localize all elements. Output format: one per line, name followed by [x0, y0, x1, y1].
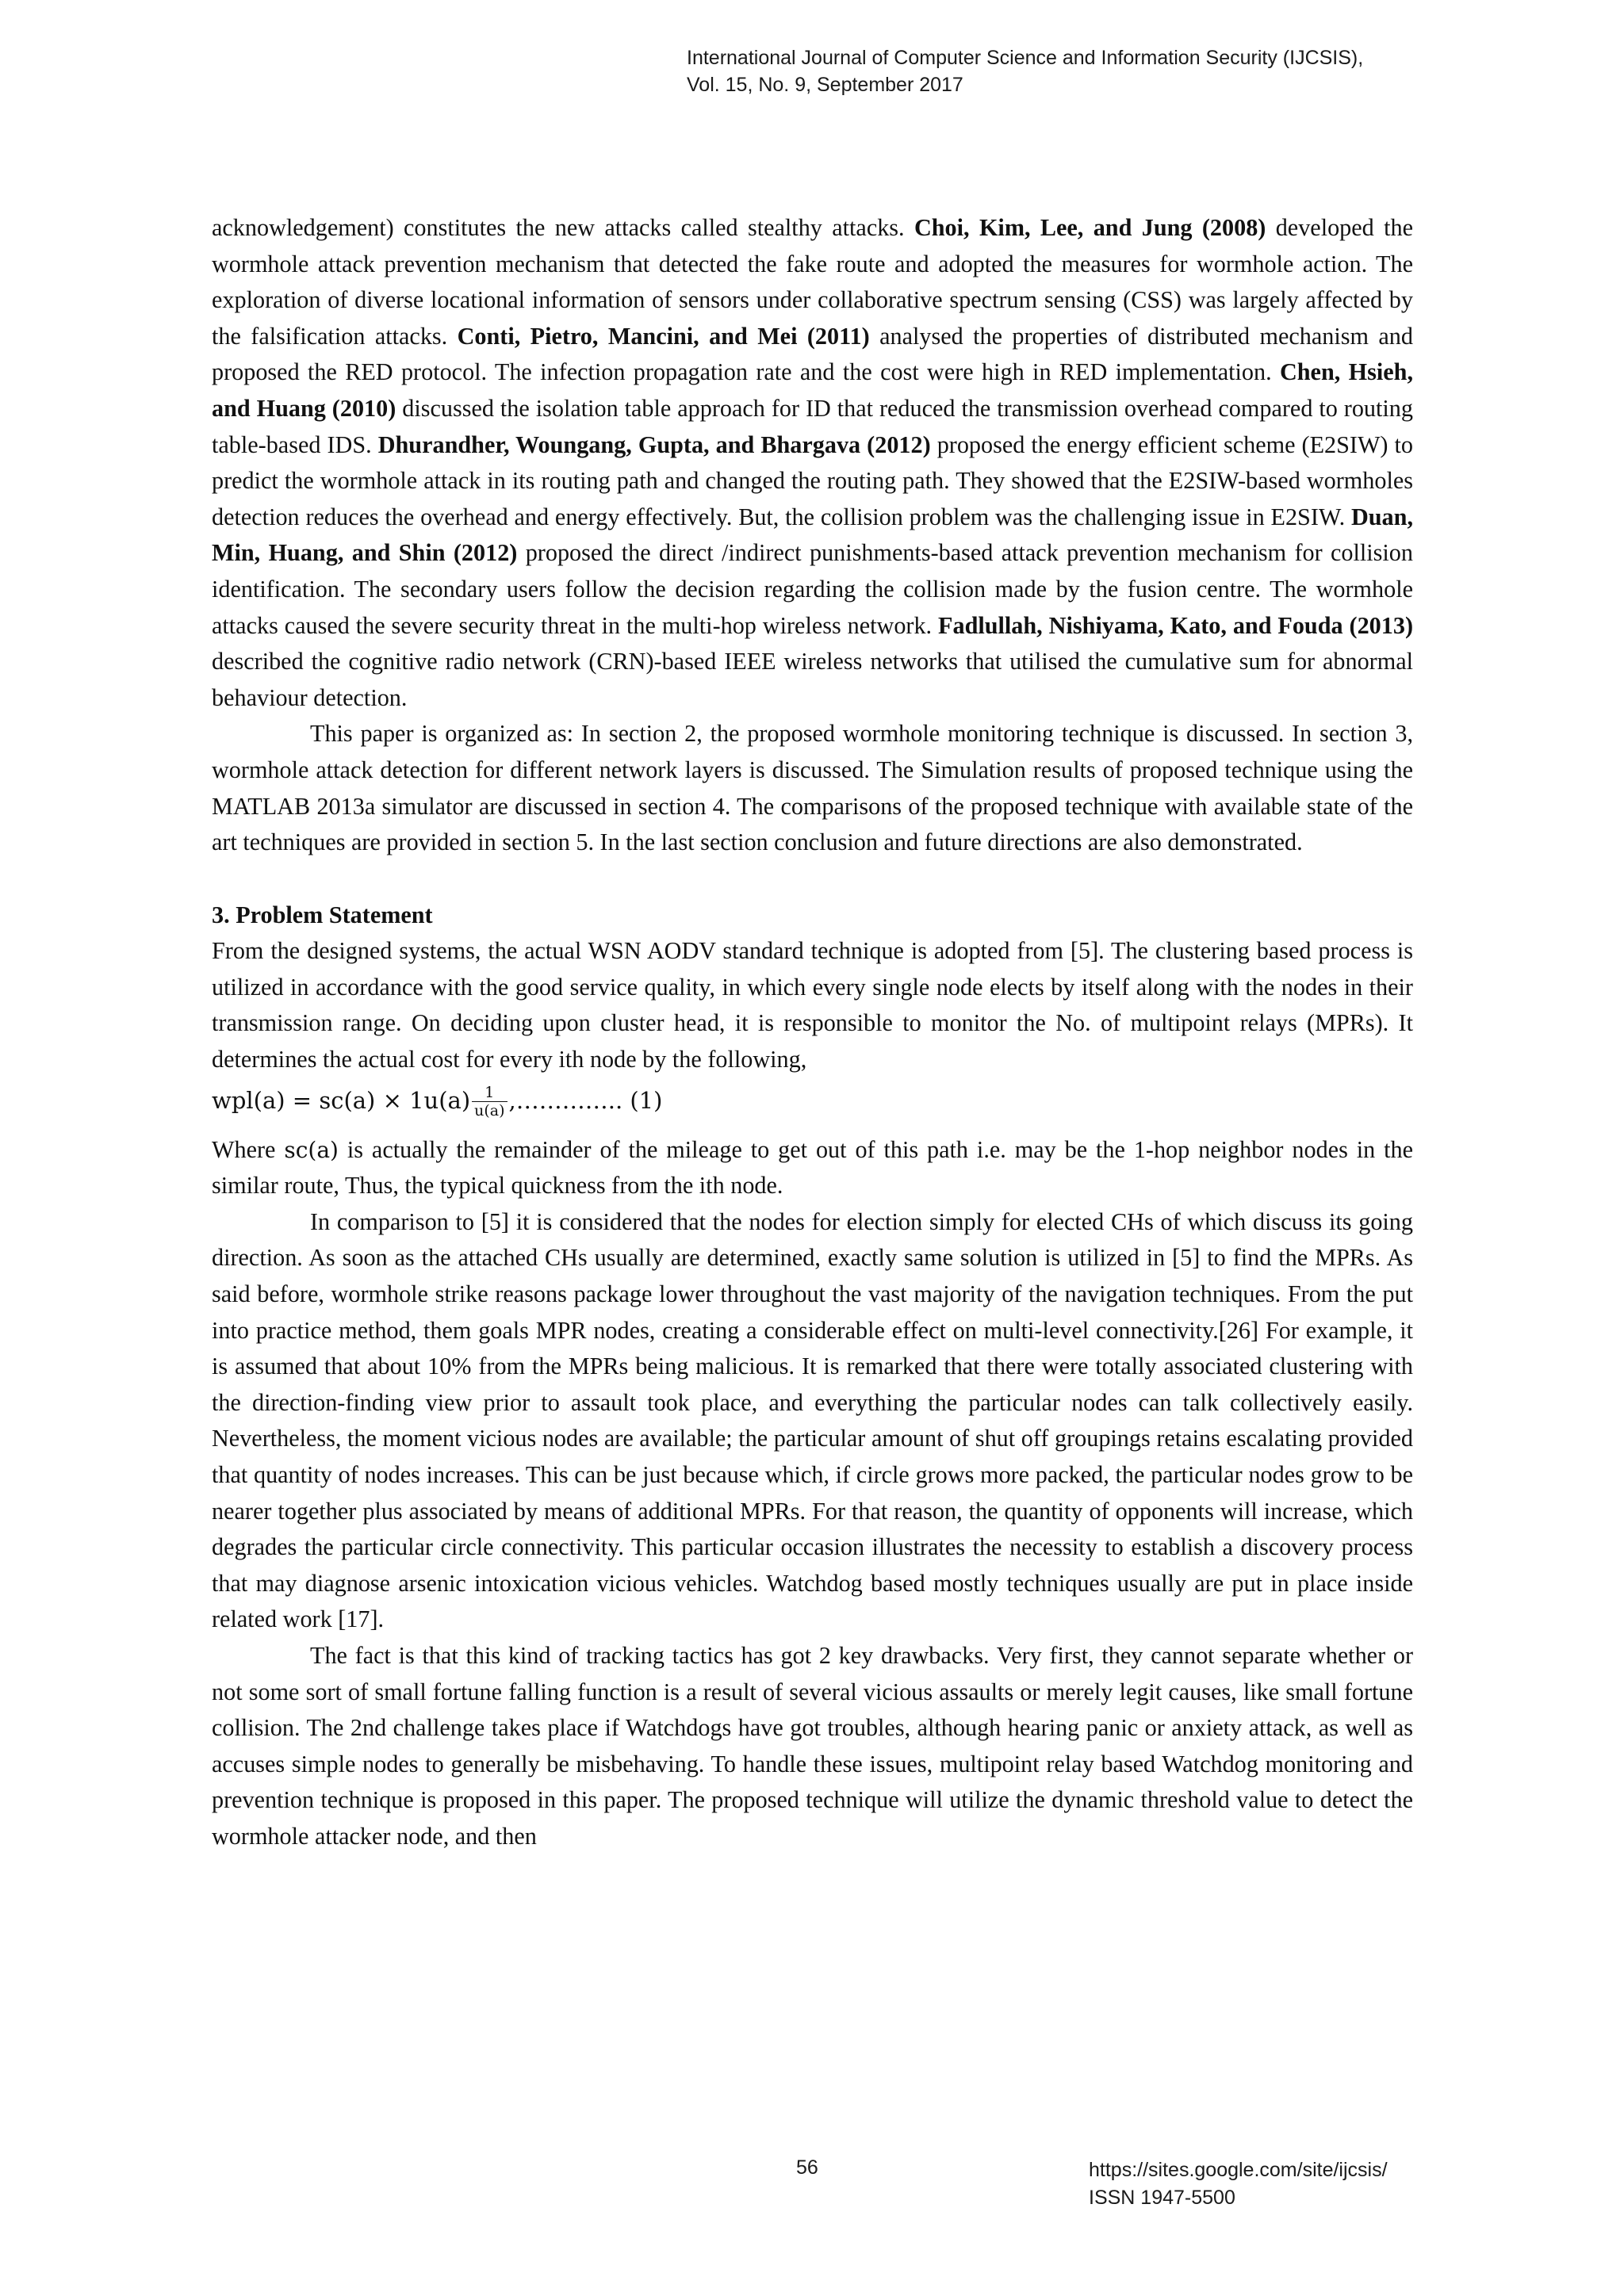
equation-number: ,………….. (1) — [508, 1086, 663, 1114]
citation-authors: Choi, Kim, Lee, and Jung (2008) — [914, 214, 1266, 241]
fraction-numerator: 1 — [472, 1084, 507, 1102]
page-number: 56 — [796, 2156, 818, 2179]
equation-1 — [212, 1080, 1413, 1121]
paragraph-problem-intro: From the designed systems, the actual WSN AODV standard technique is adopted from [5]. The clustering based process is utilized in accordance with the good service quality, in which every single node elects by itself along with the nodes in their transmission range. On deciding upon cluster head, it is responsible to monitor the No. of multipoint relays (MPRs). It determines the actual cost for every ith node by the following, — [212, 937, 1413, 1073]
footer-url: https://sites.google.com/site/ijcsis/ — [1089, 2159, 1388, 2181]
journal-header — [687, 44, 1599, 98]
paragraph-run: analysed the properties of distributed mechanism and proposed the RED protocol. The infection propagation rate and the cost were high in RED implementation. — [212, 322, 1413, 386]
citation-authors: Dhurandher, Woungang, Gupta, and Bhargava (2012) — [377, 430, 931, 458]
paragraph-related-work — [212, 210, 1413, 716]
equation-fraction — [472, 1084, 507, 1119]
citation-authors: Duan, Min, Huang, and Shin (2012) — [212, 503, 1413, 567]
section-heading: 3. Problem Statement — [212, 901, 433, 928]
body-text — [212, 210, 1413, 1855]
paragraph-organization: This paper is organized as: In section 2, the proposed wormhole monitoring technique is discussed. In section 3, wormhole attack detection for different network layers is discussed. The Simulation results of proposed technique using the MATLAB 2013a simulator are discussed in section 4. The comparisons of the proposed technique with available state of the art techniques are provided in section 5. In the last section conclusion and future directions are also demonstrated. — [212, 720, 1413, 856]
paragraph-comparison: In comparison to [5] it is considered that the nodes for election simply for elected CHs of which discuss its going direction. As soon as the attached CHs usually are determined, exactly same solution is utilized in [5] to find the MPRs. As said before, wormhole strike reasons package lower throughout the vast majority of the navigation techniques. From the put into practice method, them goals MPR nodes, creating a considerable effect on multi-level connectivity.[26] For example, it is assumed that about 10% from the MPRs being malicious. It is remarked that there were totally associated clustering with the direction-finding view prior to assault took place, and everything the particular nodes can talk collectively easily. Nevertheless, the moment vicious nodes are available; the particular amount of shut off groupings retains escalating provided that quantity of nodes increases. This can be just because which, if circle grows more packed, the particular nodes grow to be nearer together plus associated by means of additional MPRs. For that reason, the quantity of opponents will increase, which degrades the particular circle connectivity. This particular occasion illustrates the necessity to establish a discovery process that may diagnose arsenic intoxication vicious vehicles. Watchdog based mostly techniques usually are put in place inside related work [17]. — [212, 1207, 1413, 1633]
paragraph-run: proposed the direct /indirect punishments-based attack prevention mechanism for collision identification. The secondary users follow the decision regarding the collision made by the fusion centre. The wormhole attacks caused the severe security threat in the multi-hop wireless network. — [212, 539, 1413, 639]
fraction-denominator: u(a) — [474, 1102, 505, 1120]
journal-volume-line: Vol. 15, No. 9, September 2017 — [687, 74, 963, 96]
footer-issn: ISSN 1947-5500 — [1089, 2187, 1235, 2209]
footer-info — [1089, 2156, 1388, 2212]
paragraph-run: proposed the energy efficient scheme (E2SIW) to predict the wormhole attack in its routing path and changed the routing path. They showed that the E2SIW-based wormholes detection reduces the overhead and energy effectively. But, the collision problem was the challenging issue in E2SIW. — [212, 430, 1413, 530]
citation-authors: Chen, Hsieh, and Huang (2010) — [212, 358, 1413, 422]
paragraph-drawbacks: The fact is that this kind of tracking tactics has got 2 key drawbacks. Very first, they cannot separate whether or not some sort of small fortune falling function is a result of several vicious assaults or merely legit causes, like small fortune collision. The 2nd challenge takes place if Watchdogs have got troubles, although hearing panic or anxiety attack, as well as accuses simple nodes to generally be misbehaving. To handle these issues, multipoint relay based Watchdog monitoring and prevention technique is proposed in this paper. The proposed technique will utilize the dynamic threshold value to detect the wormhole attacker node, and then — [212, 1641, 1413, 1850]
section-spacer — [212, 861, 1413, 897]
paragraph-run: developed the wormhole attack prevention mechanism that detected the fake route and adopted the measures for wormhole action. The exploration of diverse locational information of sensors under collaborative spectrum sensing (CSS) was largely affected by the falsification attacks. — [212, 214, 1413, 350]
journal-title-line: International Journal of Computer Science and Information Security (IJCSIS), — [687, 47, 1364, 69]
citation-authors: Conti, Pietro, Mancini, and Mei (2011) — [457, 322, 870, 350]
paragraph-run: acknowledgement) constitutes the new attacks called stealthy attacks. — [212, 214, 914, 241]
where-prefix: Where — [212, 1135, 285, 1163]
where-rest: is actually the remainder of the mileage to get out of this path i.e. may be the 1-hop neighbor nodes in the similar route, Thus, the typical quickness from the ith node. — [212, 1135, 1414, 1200]
paragraph-run: discussed the isolation table approach for ID that reduced the transmission overhead compared to routing table-based IDS. — [212, 394, 1413, 458]
inline-math-sc: sc(a) — [284, 1136, 339, 1163]
equation-lhs: wpl(a) = sc(a) × 1u(a) — [212, 1086, 471, 1114]
citation-authors: Fadlullah, Nishiyama, Kato, and Fouda (2013) — [938, 611, 1413, 639]
paragraph-where — [212, 1132, 1413, 1204]
paragraph-run: described the cognitive radio network (CRN)-based IEEE wireless networks that utilised the cumulative sum for abnormal behaviour detection. — [212, 648, 1413, 711]
